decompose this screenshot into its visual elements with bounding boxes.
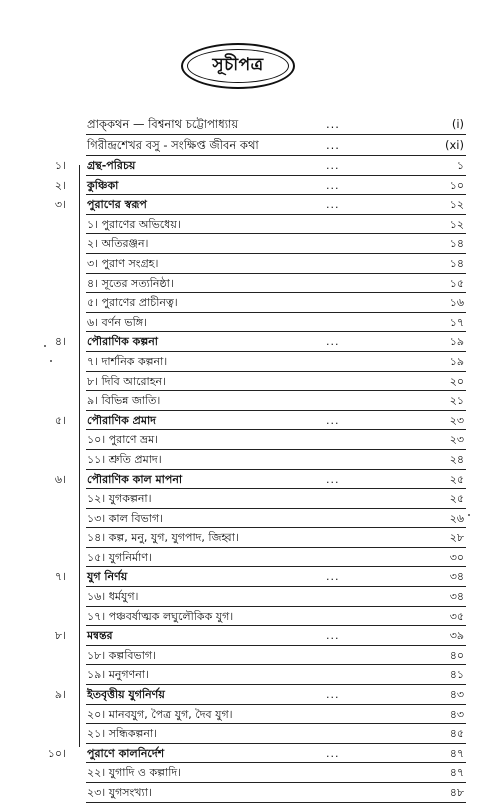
- chapter-number: ৩।: [54, 198, 66, 212]
- chapter-title: ইতবৃত্তীয় যুগনির্ণয়: [87, 688, 165, 702]
- section-title: ১০। পুরাণে ভ্রম।: [87, 433, 159, 447]
- section-title: ৪। সূতের সত্যনিষ্ঠা।: [87, 276, 174, 290]
- section-title: ৩। পুরাণ সংগ্রহ।: [87, 256, 159, 270]
- section-row: [0, 372, 502, 392]
- page-number: (i): [451, 117, 464, 131]
- chapter-row: [0, 470, 502, 490]
- page-number: ২১: [449, 394, 464, 408]
- leader-dots: ...: [326, 570, 340, 584]
- section-title: ২। অতিরঞ্জন।: [87, 237, 149, 251]
- section-title: ১৩। কাল বিভাগ।: [87, 511, 164, 525]
- page-title: সূচীপত্র: [187, 49, 289, 83]
- page-number: ৪১: [449, 668, 464, 682]
- page-number: ১২: [449, 198, 464, 212]
- leader-dots: ...: [326, 138, 340, 152]
- page-number: ১৪: [449, 256, 464, 270]
- row-rule: [86, 802, 466, 803]
- section-row: [0, 646, 502, 666]
- chapter-title: পৌরাণিক প্রমাদ: [87, 413, 156, 427]
- section-title: ৫। পুরাণের প্রাচীনত্ব।: [87, 296, 178, 310]
- section-title: ৭। দার্শনিক কল্পনা।: [87, 354, 168, 368]
- chapter-title: পুরাণে কালনির্দেশ: [87, 746, 165, 760]
- section-row: [0, 293, 502, 313]
- table-of-contents: [0, 114, 502, 803]
- section-row: [0, 509, 502, 529]
- section-title: ১৭। পঞ্চবর্ষাত্মক লঘুলৌকিক যুগ।: [87, 609, 234, 623]
- page-number: ২৪: [449, 452, 464, 466]
- page-number: ২৬: [449, 511, 464, 525]
- chapter-row: [0, 332, 502, 352]
- leader-dots: ...: [326, 335, 340, 349]
- section-row: [0, 215, 502, 235]
- page-number: ৩০: [449, 550, 464, 564]
- section-row: [0, 607, 502, 627]
- chapter-row: [0, 156, 502, 176]
- leader-dots: ...: [326, 629, 340, 643]
- page-number: ৪৫: [449, 727, 464, 741]
- section-title: ১৯। মনুগণনা।: [87, 668, 149, 682]
- page-number: ৪০: [449, 648, 464, 662]
- section-row: [0, 705, 502, 725]
- page-number: ২৩: [449, 413, 464, 427]
- chapter-number: ৪।: [54, 335, 66, 349]
- section-title: ২১। সন্ধিকল্পনা।: [87, 727, 158, 741]
- page-number: ১: [456, 159, 464, 172]
- page-number: ৪৩: [449, 688, 464, 702]
- page-title-frame: [181, 43, 295, 89]
- section-row: [0, 254, 502, 274]
- page-number: ২৩: [449, 433, 464, 447]
- page-number: ৩৪: [449, 570, 464, 584]
- section-title: ১। পুরাণের অভিধেয়।: [87, 217, 181, 231]
- section-row: [0, 587, 502, 607]
- chapter-row: [0, 626, 502, 646]
- page-number: ১৯: [449, 335, 464, 349]
- page-number: ৩৫: [449, 609, 464, 623]
- section-row: [0, 724, 502, 744]
- section-title: ২২। যুগাদি ও কল্পাদি।: [87, 766, 182, 780]
- section-row: [0, 274, 502, 294]
- front-matter-label: গিরীন্দ্রশেখর বসু - সংক্ষিপ্ত জীবন কথা: [87, 138, 259, 152]
- leader-dots: ...: [326, 117, 340, 131]
- page-number: ৩৪: [449, 590, 464, 604]
- section-row: [0, 234, 502, 254]
- page-number: ১২: [449, 217, 464, 231]
- page-number: ৪৩: [449, 707, 464, 721]
- page-number: ১৫: [449, 276, 464, 290]
- section-title: ১১। শ্রুতি প্রমাদ।: [87, 452, 162, 466]
- chapter-number: ৯।: [54, 688, 66, 702]
- chapter-row: [0, 176, 502, 196]
- chapter-number: ২।: [54, 178, 66, 192]
- chapter-title: মন্বন্তর: [87, 629, 113, 643]
- chapter-title: কুঞ্চিকা: [87, 178, 119, 192]
- speck-mark: [50, 360, 52, 362]
- page-number: ৪৭: [449, 766, 464, 780]
- section-row: [0, 430, 502, 450]
- chapter-number: ৫।: [54, 413, 66, 427]
- section-title: ১২। যুগকল্পনা।: [87, 492, 152, 506]
- chapter-title: পৌরাণিক কাল মাপনা: [87, 472, 183, 486]
- leader-dots: ...: [326, 178, 340, 192]
- leader-dots: ...: [326, 413, 340, 427]
- page-number: ১৪: [449, 237, 464, 251]
- leader-dots: ...: [326, 688, 340, 702]
- page-number: ১৬: [449, 296, 464, 310]
- front-matter-label: প্রাক্‌কথন — বিশ্বনাথ চট্টোপাধ্যায়: [87, 117, 239, 131]
- leader-dots: ...: [326, 159, 340, 172]
- section-row: [0, 352, 502, 372]
- page-number: ২০: [449, 374, 464, 388]
- chapter-row: [0, 411, 502, 431]
- chapter-number: ১০।: [47, 746, 66, 760]
- speck-mark: [44, 345, 46, 347]
- chapter-row: [0, 195, 502, 215]
- page-number: ৪৭: [449, 746, 464, 760]
- section-title: ৯। বিভিন্ন জাতি।: [87, 394, 161, 408]
- section-row: [0, 548, 502, 568]
- page-number: ৪৮: [449, 786, 464, 799]
- page-number: (xi): [445, 138, 464, 152]
- page-number: ১৯: [449, 354, 464, 368]
- section-row: [0, 763, 502, 783]
- page-number: ২৫: [449, 492, 464, 506]
- front-matter-row: [0, 135, 502, 156]
- chapter-number: ৬।: [54, 472, 66, 486]
- section-row: [0, 528, 502, 548]
- page-number: ১০: [449, 178, 464, 192]
- front-matter-row: [0, 114, 502, 135]
- section-title: ১৫। যুগনির্মাণ।: [87, 550, 152, 564]
- section-title: ২০। মানবযুগ, পৈত্র যুগ, দৈব যুগ।: [87, 707, 233, 721]
- section-title: ১৪। কল্প, মনু, যুগ, যুগপাদ, জিহ্বা।: [87, 531, 239, 545]
- section-row: [0, 313, 502, 333]
- chapter-row: [0, 744, 502, 764]
- leader-dots: ...: [326, 472, 340, 486]
- chapter-title: পুরাণের স্বরূপ: [87, 198, 147, 212]
- section-title: ৮। দিবি আরোহন।: [87, 374, 167, 388]
- chapter-title: যুগ নির্ণয়: [87, 570, 128, 584]
- page-number: ২৫: [449, 472, 464, 486]
- chapter-row: [0, 567, 502, 587]
- section-row: [0, 665, 502, 685]
- chapter-number: ৭।: [54, 570, 66, 584]
- leader-dots: ...: [326, 198, 340, 212]
- section-row: [0, 450, 502, 470]
- section-title: ১৮। কল্পবিভাগ।: [87, 648, 157, 662]
- chapter-title: গ্রন্থ-পরিচয়: [87, 159, 136, 172]
- section-row: [0, 489, 502, 509]
- leader-dots: ...: [326, 746, 340, 760]
- speck-mark: [468, 514, 470, 516]
- chapter-title: পৌরাণিক কল্পনা: [87, 335, 158, 349]
- page-number: ৩৯: [449, 629, 464, 643]
- section-title: ৬। বর্ণন ভঙ্গি।: [87, 315, 147, 329]
- section-title: ২৩। যুগসংখ্যা।: [87, 786, 152, 799]
- chapter-row: [0, 685, 502, 705]
- section-title: ১৬। ধর্মযুগ।: [87, 590, 139, 604]
- chapter-number: ১।: [54, 159, 66, 172]
- chapter-number: ৮।: [54, 629, 66, 643]
- page-number: ২৮: [449, 531, 464, 545]
- page-number: ১৭: [449, 315, 464, 329]
- section-row: [0, 391, 502, 411]
